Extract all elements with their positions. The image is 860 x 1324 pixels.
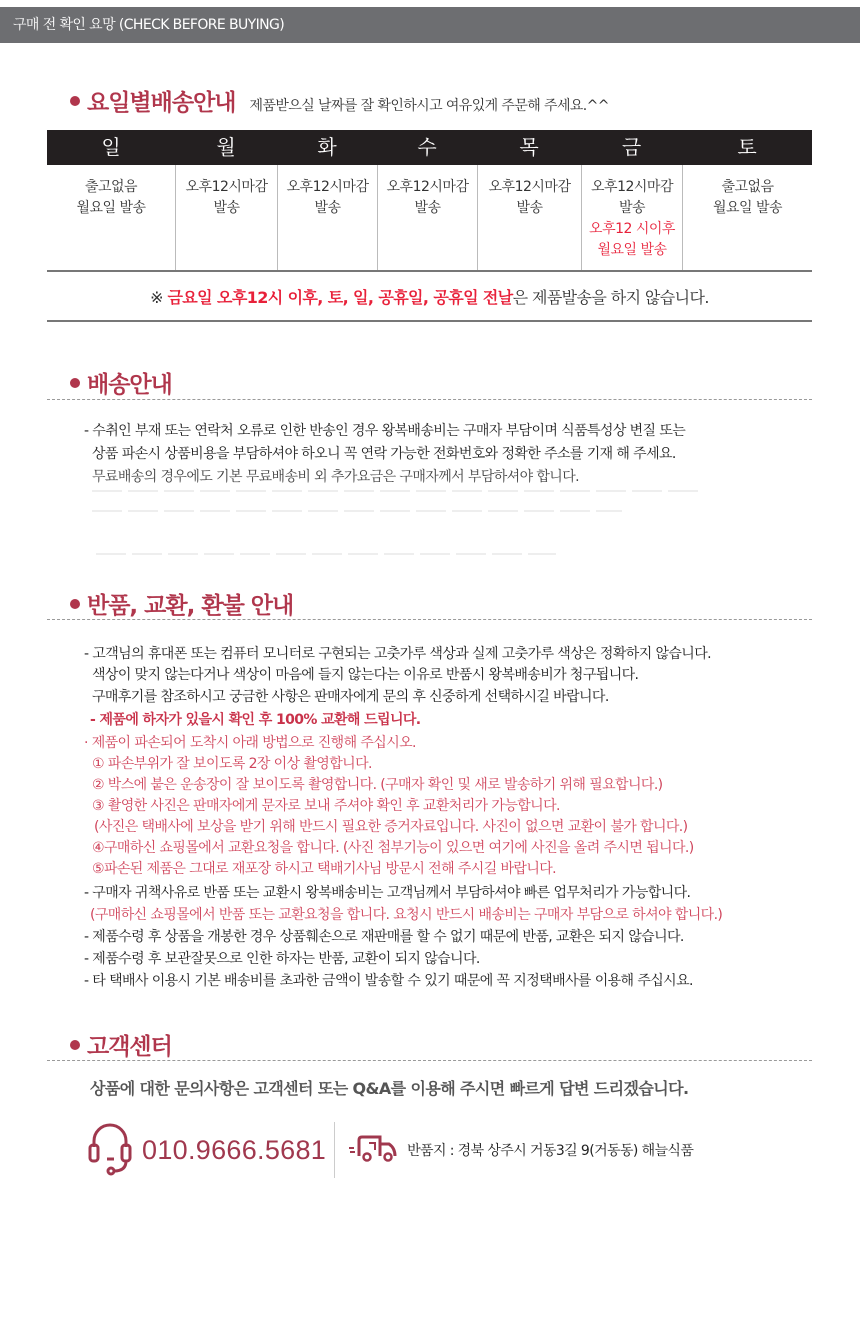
returns-info: - 고객님의 휴대폰 또는 컴퓨터 모니터로 구현되는 고춧가루 색상과 실제 고춧가루 색상은 정확하지 않습니다. 색상이 맞지 않는다거나 색상이 마음에 들지 않는다는 이유로 반품시 왕복배송비가 청구됩니다. 구매후기를 참조하시고 궁금한 사항은 판매자에게 문의 후 신중하게 선택하시길 바랍니다. - 제품에 하자가 있을시 확인 후 100% 교환해 드립니다. · 제품이 파손되어 도착시 아래 방법으로 진행해 주십시오. ① 파손부위가 잘 보이도록 2장 이상 촬영합니다. ② 박스에 붙은 운송장이 잘 보이도록 촬영합니다. (구매자 확인 및 새로 발송하기 위해 필요합니다.) ③ 촬영한 사진은 판매자에게 문자로 보내 주셔야 확인 후 교환처리가 가능합니다. (사진은 택배사에 보상을 받기 위해 반드시 필요한 증거자료입니다. 사진이 없으면 교환이 불가 합니다.) ④구매하신 쇼핑몰에서 교환요청을 합니다. (사진 첨부기능이 있으면 여기에 사진을 올려 주시면 됩니다.) ⑤파손된 제품은 그대로 재포장 하시고 택배기사님 방문시 전해 주시길 바랍니다. - 구매자 귀책사유로 반품 또는 교환시 왕복배송비는 고객님께서 부담하셔야 빠른 업무처리가 가능합니다. (구매하신 쇼핑몰에서 반품 또는 교환요청을 합니다. 요청시 반드시 배송비는 구매자 부담으로 하셔야 합니다.) - 제품수령 후 상품을 개봉한 경우 상품훼손으로 재판매를 할 수 없기 때문에 반품, 교환은 되지 않습니다. - 제품수령 후 보관잘못으로 인한 하자는 반품, 교환이 되지 않습니다. - 타 택배사 이용시 기본 배송비를 초과한 금액이 발송할 수 있기 때문에 꼭 지정택배사를 이용해 주십시요. [84,646,723,989]
section-divider [47,619,812,620]
day-sun: 일 [101,135,121,159]
day-mon: 월 [216,135,236,159]
section-title-customer-center: 고객센터 [70,1028,172,1061]
day-sat: 토 [737,135,757,159]
no-shipping-notice: ※ 금요일 오후12시 이후, 토, 일, 공휴일, 공휴일 전날은 제품발송을 하지 않습니다. [47,278,812,322]
cell-wed: 오후12시마감 발송 [377,165,477,270]
section-divider [47,1060,812,1061]
notice-highlight: 금요일 오후12시 이후, 토, 일, 공휴일, 공휴일 전날 [167,288,513,307]
bullet-icon [70,96,80,106]
section-subtitle: 제품받으실 날짜를 잘 확인하시고 여유있게 주문해 주세요.^^ [249,98,609,114]
day-wed: 수 [417,135,437,159]
contact-row [86,1120,693,1180]
cell-tue: 오후12시마감 발송 [277,165,377,270]
day-fri: 금 [621,135,642,159]
phone-number[interactable]: 010.9666.5681 [142,1134,327,1165]
vertical-divider [334,1122,335,1178]
cell-sat: 출고없음 월요일 발송 [682,165,812,270]
page-header-title: 구매 전 확인 요망 (CHECK BEFORE BUYING) [13,17,285,33]
customer-center-text: 상품에 대한 문의사항은 고객센터 또는 Q&A를 이용해 주시면 빠르게 답변 드리겠습니다. [90,1079,689,1098]
section-title-schedule [70,84,609,117]
defect-exchange-notice: - 제품에 하자가 있을시 확인 후 100% 교환해 드립니다. [90,712,421,728]
shipping-info: - 수취인 부재 또는 연락처 오류로 인한 반송인 경우 왕복배송비는 구매자 부담이며 식품특성상 변질 또는 상품 파손시 상품비용을 부담하셔야 하오니 꼭 연락 가능한 전화번호와 정확한 주소를 기재 해 주세요. 무료배송의 경우에도 기본 무료배송비 외 추가요금은 구매자께서 부담하셔야 합니다. [84,423,686,485]
faint-text-line [96,553,556,555]
faint-text-line [92,490,702,492]
bullet-icon [70,378,80,388]
headset-icon [86,1119,134,1181]
cell-sun: 출고없음 월요일 발송 [76,179,146,216]
cell-fri: 오후12시마감 발송 오후12 시이후 월요일 발송 [581,165,682,270]
page-header-bar [0,7,860,43]
schedule-body-row [47,165,812,272]
day-tue: 화 [317,135,337,159]
section-title-text: 요일별배송안내 [87,90,236,116]
section-title-returns: 반품, 교환, 환불 안내 [70,587,293,620]
cell-thu: 오후12시마감 발송 [477,165,581,270]
section-title-shipping: 배송안내 [70,366,172,399]
bullet-icon [70,599,80,609]
bullet-icon [70,1040,80,1050]
delivery-schedule-table [47,130,812,272]
section-divider [47,399,812,400]
schedule-header-row [47,130,812,165]
faint-text-line [92,510,622,512]
return-address: 반품지 : 경북 상주시 거동3길 9(거동동) 해늘식품 [407,1143,694,1159]
cell-mon: 오후12시마감 발송 [175,165,277,270]
day-thu: 목 [519,135,539,159]
delivery-truck-icon [347,1134,401,1166]
